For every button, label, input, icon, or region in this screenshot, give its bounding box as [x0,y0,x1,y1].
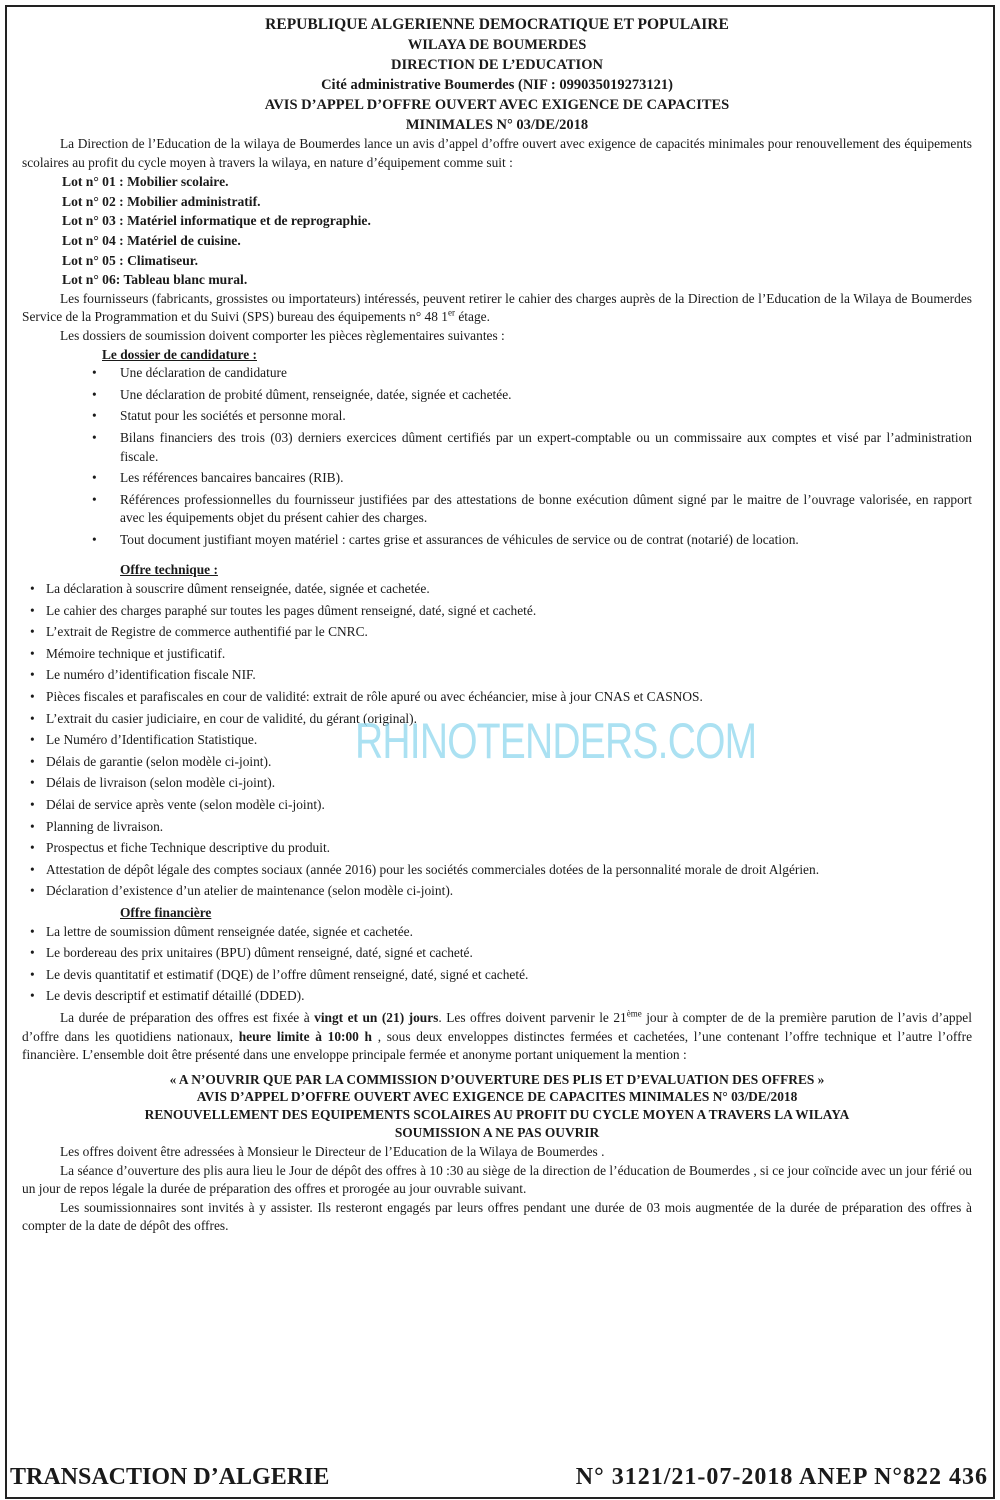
list-item: • L’extrait du casier judiciaire, en cour de validité, du gérant (original). [22,710,972,729]
lots-list [22,172,972,290]
list-item: • Prospectus et fiche Technique descriptive du produit. [22,839,972,858]
candidature-list [22,364,972,549]
technique-heading: Offre technique : [120,562,218,578]
lot-item: Lot n° 01 : Mobilier scolaire. [62,174,229,190]
watermark: RHINOTENDERS.COM [355,713,757,769]
lot-item: Lot n° 03 : Matériel informatique et de reprographie. [62,213,371,229]
list-item: • La déclaration à souscrire dûment renseignée, datée, signée et cachetée. [22,580,972,599]
duree-paragraph: La durée de préparation des offres est fixée à vingt et un (21) jours. Les offres doivent parvenir le 21ème jour à compter de de la première parution de l’avis d’appel d’offre dans les quotidiens nationaux, heure limite à 10:00 h , sous deux enveloppes distinctes fermées et cachetées, l’une contenant l’offre technique et l’autre l’offre financière. L’ensemble doit être présenté dans une enveloppe principale fermée et anonyme portant uniquement la mention : [22,1008,972,1063]
lot-item: Lot n° 06: Tableau blanc mural. [62,272,248,288]
list-item: • Le devis quantitatif et estimatif (DQE) de l’offre dûment renseigné, daté, signé et cacheté. [22,966,972,985]
technique-list [22,580,972,901]
list-item: • L’extrait de Registre de commerce authentifié par le CNRC. [22,623,972,642]
list-item: • Pièces fiscales et parafiscales en cour de validité: extrait de rôle apuré ou avec échéancier, mise à jour CNAS et CASNOS. [22,688,972,707]
list-item: • Tout document justifiant moyen matériel : cartes grise et assurances de véhicules de service ou de contrat (notarié) de location. [22,531,972,550]
list-item: • Le Numéro d’Identification Statistique. [22,731,972,750]
list-item: • Le numéro d’identification fiscale NIF. [22,666,972,685]
list-item: • Déclaration d’existence d’un atelier de maintenance (selon modèle ci-joint). [22,882,972,901]
notice-title: AVIS D’APPEL D’OFFRE OUVERT AVEC EXIGENCE DE CAPACITES [264,97,730,113]
financiere-list [22,923,972,1006]
lot-item: Lot n° 05 : Climatiseur. [62,252,198,268]
mention-line: AVIS D’APPEL D’OFFRE OUVERT AVEC EXIGENCE DE CAPACITES MINIMALES N° 03/DE/2018 [196,1089,798,1105]
list-item: • Attestation de dépôt légale des comptes sociaux (année 2016) pour les sociétés commerciales dotées de la personnalité morale de droit Algérien. [22,861,972,880]
publication-reference: N° 3121/21-07-2018 ANEP N°822 436 [575,1464,988,1490]
header-direction: DIRECTION DE L’EDUCATION [391,57,603,73]
header-republic: REPUBLIQUE ALGERIENNE DEMOCRATIQUE ET POPULAIRE [265,16,729,33]
mention-line: SOUMISSION A NE PAS OUVRIR [394,1124,600,1140]
lot-item: Lot n° 04 : Matériel de cuisine. [62,232,241,248]
intro-paragraph: La Direction de l’Education de la wilaya de Boumerdes lance un avis d’appel d’offre ouvert avec exigence de capacités minimales pour renouvellement des équipements scolaires au profit du cycle moyen à travers la wilaya, en nature d’équipement comme suit : [22,136,972,170]
envelope-mention [22,1071,972,1141]
publication-name: TRANSACTION D’ALGERIE [10,1464,330,1490]
list-item: • Les références bancaires bancaires (RIB). [22,469,972,488]
list-item: • La lettre de soumission dûment renseignée datée, signée et cachetée. [22,923,972,942]
list-item: • Une déclaration de candidature [22,364,972,383]
list-item: • Mémoire technique et justificatif. [22,645,972,664]
footer-bar [10,1462,988,1492]
seance-paragraph: La séance d’ouverture des plis aura lieu le Jour de dépôt des offres à 10 :30 au siège de la direction de l’éducation de Boumerdes , si ce jour coïncide avec un jour férié ou un jour de repos légale la durée de préparation des offres et prorogée au jour ouvrable suivant. [22,1162,972,1197]
adresse-paragraph: Les offres doivent être adressées à Monsieur le Directeur de l’Education de la Wilaya de Boumerdes . [60,1144,605,1160]
notice-number: MINIMALES N° 03/DE/2018 [405,117,589,133]
dossiers-intro: Les dossiers de soumission doivent comporter les pièces règlementaires suivantes : [60,327,505,343]
list-item: • Le cahier des charges paraphé sur toutes les pages dûment renseigné, daté, signé et cacheté. [22,602,972,621]
header-address: Cité administrative Boumerdes (NIF : 099035019273121) [321,77,673,93]
header-wilaya: WILAYA DE BOUMERDES [407,37,587,53]
mention-line: RENOUVELLEMENT DES EQUIPEMENTS SCOLAIRES AU PROFIT DU CYCLE MOYEN A TRAVERS LA WILAYA [144,1106,850,1122]
list-item: • Délais de livraison (selon modèle ci-joint). [22,774,972,793]
list-item: • Planning de livraison. [22,818,972,837]
list-item: • Délai de service après vente (selon modèle ci-joint). [22,796,972,815]
list-item: • Le bordereau des prix unitaires (BPU) dûment renseigné, daté, signé et cacheté. [22,944,972,963]
list-item: • Bilans financiers des trois (03) derniers exercices dûment certifiés par un expert-comptable ou un commissaire aux comptes et visé par l’administration fiscale. [22,429,972,466]
list-item: • Statut pour les sociétés et personne moral. [22,407,972,426]
candidature-heading: Le dossier de candidature : [102,346,257,362]
list-item: • Délais de garantie (selon modèle ci-joint). [22,753,972,772]
list-item: • Références professionnelles du fournisseur justifiées par des attestations de bonne exécution dûment signé par le maitre de l’ouvrage valorisée, en rapport avec les équipements objet du présent cahier des charges. [22,491,972,528]
assister-paragraph: Les soumissionnaires sont invités à y assister. Ils resteront engagés par leurs offres pendant une durée de 03 mois augmentée de la durée de préparation des offres à compter de la date de dépôt des offres. [22,1199,972,1234]
retrait-paragraph: Les fournisseurs (fabricants, grossistes ou importateurs) intéressés, peuvent retirer le cahier des charges auprès de la Direction de l’Education de la Wilaya de Boumerdes Service de la Programmation et du Suivi (SPS) bureau des équipements n° 48 1er étage. [22,290,972,325]
mention-line: « A N’OUVRIR QUE PAR LA COMMISSION D’OUVERTURE DES PLIS ET D’EVALUATION DES OFFRES » [169,1071,825,1087]
list-item: • Une déclaration de probité dûment, renseignée, datée, signée et cachetée. [22,386,972,405]
financiere-heading: Offre financière [120,904,212,920]
tender-notice [22,14,972,1459]
lot-item: Lot n° 02 : Mobilier administratif. [62,193,261,209]
list-item: • Le devis descriptif et estimatif détaillé (DDED). [22,987,972,1006]
